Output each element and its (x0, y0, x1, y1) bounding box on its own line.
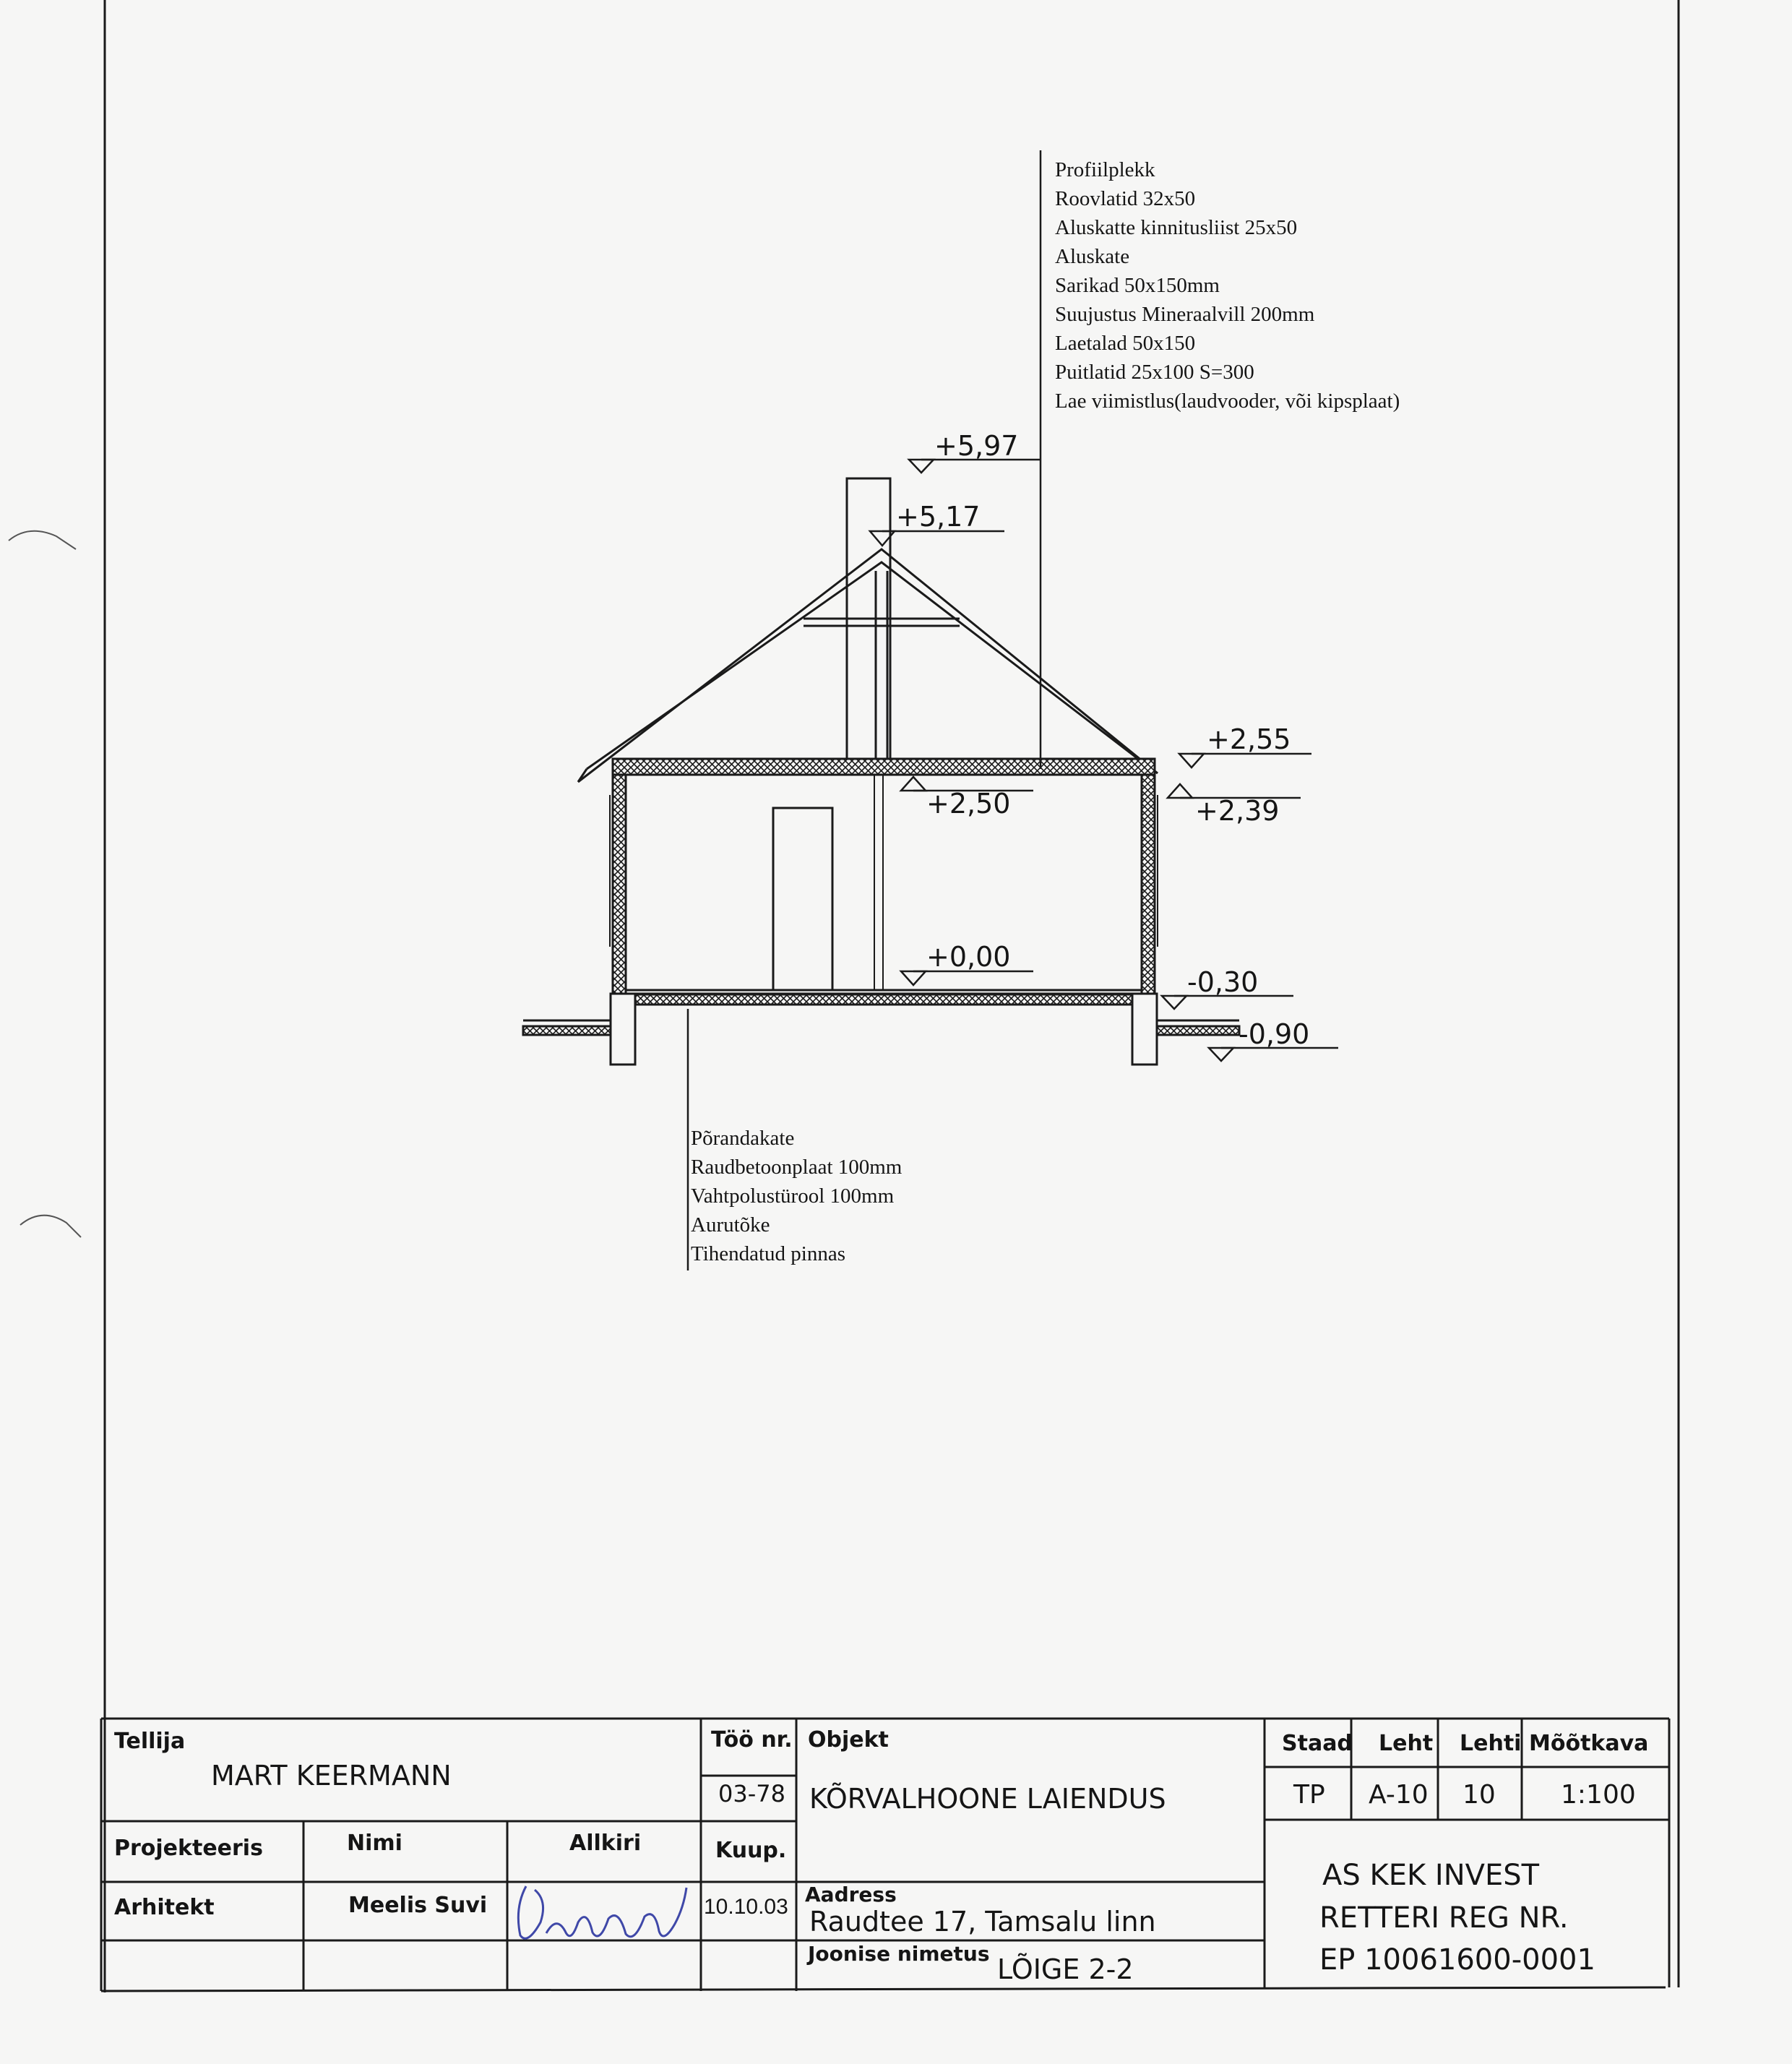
elevation-eave-upper: +2,55 (1207, 723, 1291, 755)
elevation-ceiling: +2,50 (926, 788, 1011, 820)
right-wall (1142, 775, 1155, 994)
client-label: Tellija (114, 1729, 186, 1754)
date-value: 10.10.03 (704, 1895, 788, 1919)
company-reg-number: EP 10061600-0001 (1319, 1943, 1595, 1977)
roof-layer: Laetalad 50x150 (1055, 332, 1196, 355)
object-value: KÕRVALHOONE LAIENDUS (809, 1783, 1166, 1815)
date-label: Kuup. (715, 1838, 787, 1863)
elevation-ground: -0,30 (1187, 966, 1259, 998)
roof-layer: Suujustus Mineraalvill 200mm (1055, 303, 1315, 326)
company-reg-label: RETTERI REG NR. (1319, 1901, 1569, 1935)
elevation-foundation: -0,90 (1239, 1018, 1310, 1050)
architect-name: Meelis Suvi (348, 1893, 488, 1918)
roof-layers-callout (1055, 158, 1400, 413)
floor-slab (626, 994, 1142, 1005)
stage-label: Staad (1282, 1731, 1353, 1756)
left-foundation (611, 994, 635, 1065)
name-label: Nimi (347, 1831, 402, 1856)
roof-layer: Aluskatte kinnitusliist 25x50 (1055, 216, 1298, 239)
architect-label: Arhitekt (114, 1895, 215, 1920)
designer-label: Projekteeris (114, 1836, 263, 1861)
roof-layer: Roovlatid 32x50 (1055, 187, 1196, 210)
floor-layer: Aurutõke (691, 1213, 770, 1237)
signature-label: Allkiri (569, 1831, 642, 1856)
drawing-name-label: Joonise nimetus (808, 1942, 990, 1966)
right-foundation (1132, 994, 1157, 1065)
sheets-label: Lehti (1460, 1731, 1522, 1756)
floor-layers-callout (691, 1127, 903, 1265)
elevation-floor: +0,00 (926, 941, 1011, 973)
ceiling-insulation (613, 759, 1155, 775)
floor-layer: Raudbetoonplaat 100mm (691, 1156, 903, 1179)
ground-left (523, 1026, 611, 1035)
building-section (523, 478, 1239, 1065)
binder-hole-marks (9, 531, 81, 1237)
address-label: Aadress (805, 1883, 897, 1906)
floor-layer: Tihendatud pinnas (691, 1242, 846, 1265)
elevation-ridge: +5,17 (896, 501, 981, 533)
floor-layer: Vahtpolustürool 100mm (691, 1184, 895, 1208)
roof-layer: Aluskate (1055, 245, 1130, 268)
client-value: MART KEERMANN (211, 1760, 452, 1792)
left-wall (613, 775, 626, 994)
object-label: Objekt (808, 1727, 889, 1753)
door-opening (773, 808, 832, 990)
ground-right (1157, 1026, 1239, 1035)
sheet-label: Leht (1379, 1731, 1434, 1756)
drawing-name-value: LÕIGE 2-2 (997, 1953, 1134, 1985)
elevation-eave-lower: +2,39 (1195, 795, 1280, 827)
elevation-ridge-top: +5,97 (934, 430, 1019, 462)
job-no-label: Töö nr. (711, 1727, 793, 1753)
scale-value: 1:100 (1561, 1780, 1636, 1810)
company-name: AS KEK INVEST (1322, 1859, 1540, 1892)
sheet-value: A-10 (1369, 1780, 1429, 1810)
roof-layer: Lae viimistlus(laudvooder, või kipsplaat) (1055, 390, 1400, 413)
job-no-value: 03-78 (718, 1780, 785, 1807)
roof-layer: Profiilplekk (1055, 158, 1155, 181)
scale-label: Mõõtkava (1529, 1731, 1649, 1756)
roof-layer: Puitlatid 25x100 S=300 (1055, 361, 1254, 384)
elevation-labels (896, 430, 1309, 1050)
stage-value: TP (1293, 1780, 1325, 1810)
sheets-value: 10 (1463, 1780, 1496, 1810)
address-value: Raudtee 17, Tamsalu linn (809, 1906, 1156, 1938)
floor-layer: Põrandakate (691, 1127, 795, 1150)
architect-signature (518, 1886, 686, 1938)
roof-layer: Sarikad 50x150mm (1055, 274, 1220, 297)
